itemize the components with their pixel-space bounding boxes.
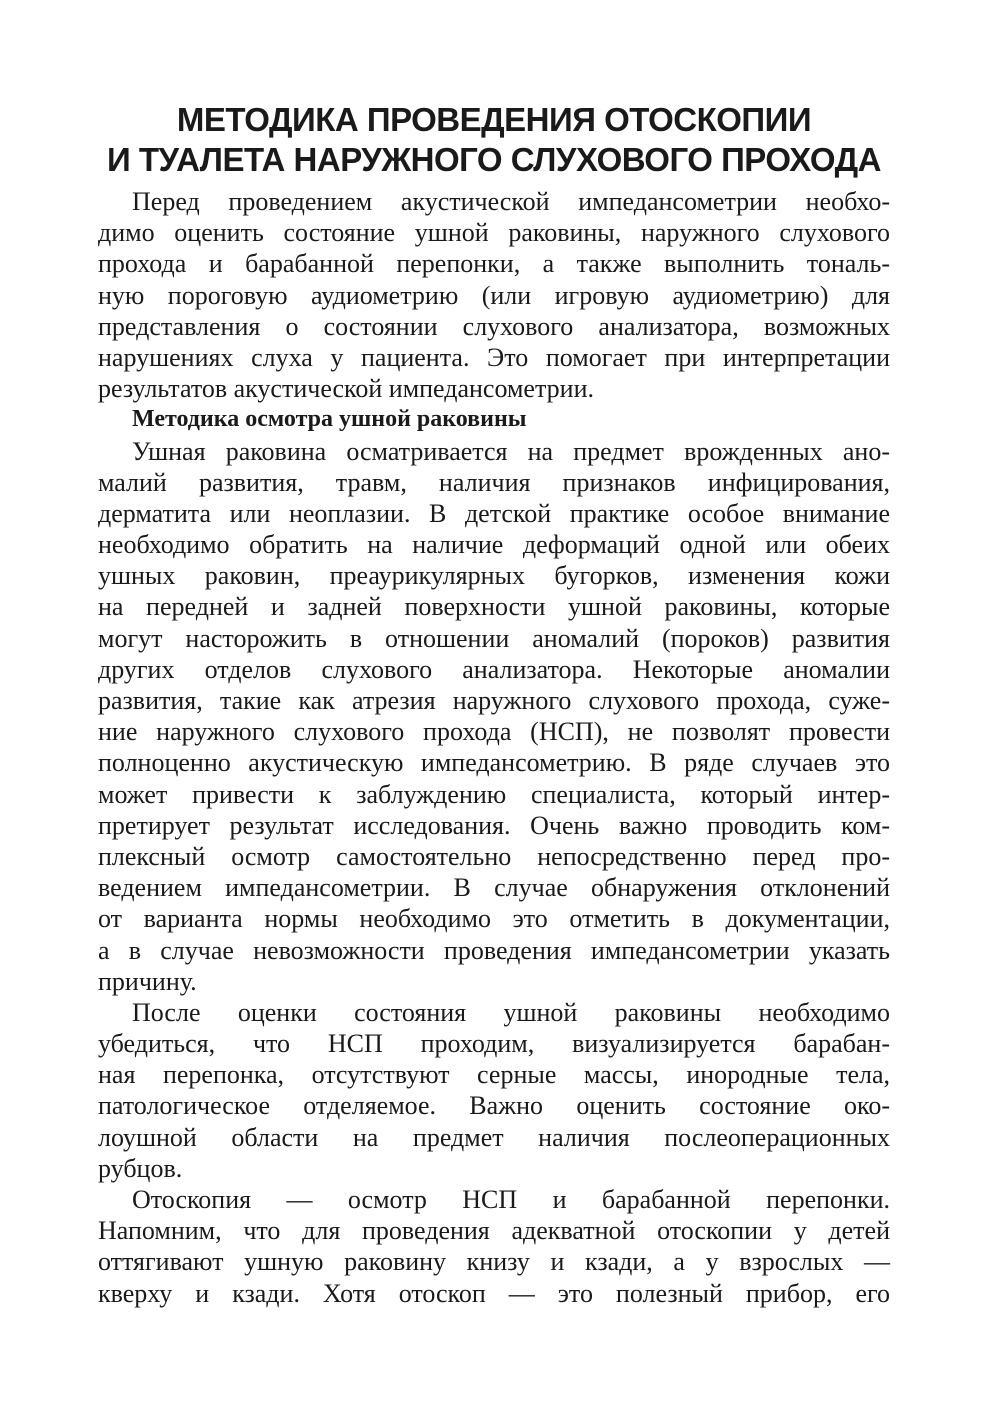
text-line: представления о состоянии слухового анализатора, возможных — [98, 311, 890, 341]
text-line: может привести к заблуждению специалиста, который интер- — [98, 779, 890, 809]
text-line: ную пороговую аудиометрию (или игровую аудиометрию) для — [98, 280, 890, 310]
text-line: дерматита или неоплазии. В детской практике особое внимание — [98, 498, 890, 528]
text-line: лоушной области на предмет наличия послеоперационных — [98, 1122, 890, 1152]
text-line: нарушениях слуха у пациента. Это помогает при интерпретации — [98, 342, 890, 372]
paragraph-ear-exam — [98, 436, 890, 997]
text-line: ведением импедансометрии. В случае обнаружения отклонений — [98, 873, 890, 903]
text-line: После оценки состояния ушной раковины необходимо — [132, 997, 890, 1027]
text-line: Ушная раковина осматривается на предмет врожденных ано- — [132, 436, 890, 466]
text-line: патологическое отделяемое. Важно оценить состояние око- — [98, 1091, 890, 1121]
section-title-line-1: МЕТОДИКА ПРОВЕДЕНИЯ ОТОСКОПИИ — [176, 101, 812, 138]
text-line: причину. — [98, 966, 197, 996]
text-line: результатов акустической импедансометрии. — [98, 374, 594, 404]
text-line: Отоскопия — осмотр НСП и барабанной перепонки. — [132, 1185, 890, 1215]
text-line: убедиться, что НСП проходим, визуализируется барабан- — [98, 1029, 890, 1059]
text-line: димо оценить состояние ушной раковины, наружного слухового — [98, 218, 890, 248]
text-line: полноценно акустическую импедансометрию. В ряде случаев это — [98, 748, 890, 778]
text-line: развития, такие как атрезия наружного слухового прохода, суже- — [98, 686, 890, 716]
text-line: а в случае невозможности проведения импедансометрии указать — [98, 935, 890, 965]
text-line: Перед проведением акустической импедансометрии необхо- — [132, 187, 890, 216]
text-line: на передней и задней поверхности ушной раковины, которые — [98, 592, 890, 622]
text-line: претирует результат исследования. Очень важно проводить ком- — [98, 810, 890, 840]
text-line: от варианта нормы необходимо это отметить в документации, — [98, 904, 890, 934]
subheading: Методика осмотра ушной раковины — [132, 406, 527, 433]
paragraph-canal-check — [98, 997, 890, 1184]
text-line: плексный осмотр самостоятельно непосредственно перед про- — [98, 841, 890, 871]
text-line: кверху и кзади. Хотя отоскоп — это полезный прибор, его — [98, 1278, 890, 1308]
text-line: прохода и барабанной перепонки, а также выполнить тональ- — [98, 249, 890, 279]
text-line: оттягивают ушную раковину книзу и кзади, а у взрослых — — [98, 1247, 890, 1277]
text-line: ная перепонка, отсутствуют серные массы, инородные тела, — [98, 1060, 890, 1090]
paragraph-otoscopy — [98, 1184, 890, 1309]
text-line: малий развития, травм, наличия признаков инфицирования, — [98, 467, 890, 497]
section-title-line-2: И ТУАЛЕТА НАРУЖНОГО СЛУХОВОГО ПРОХОДА — [106, 141, 881, 178]
text-line: ние наружного слухового прохода (НСП), не позволят провести — [98, 717, 890, 747]
document-page — [98, 100, 890, 1309]
text-line: других отделов слухового анализатора. Некоторые аномалии — [98, 654, 890, 684]
text-line: Напомним, что для проведения адекватной отоскопии у детей — [98, 1216, 890, 1246]
paragraph-intro — [98, 186, 890, 404]
text-line: ушных раковин, преаурикулярных бугорков, изменения кожи — [98, 561, 890, 591]
section-title — [98, 100, 890, 180]
text-line: могут насторожить в отношении аномалий (пороков) развития — [98, 623, 890, 653]
body-text — [98, 186, 890, 1309]
text-line: необходимо обратить на наличие деформаций одной или обеих — [98, 530, 890, 560]
text-line: рубцов. — [98, 1153, 183, 1183]
